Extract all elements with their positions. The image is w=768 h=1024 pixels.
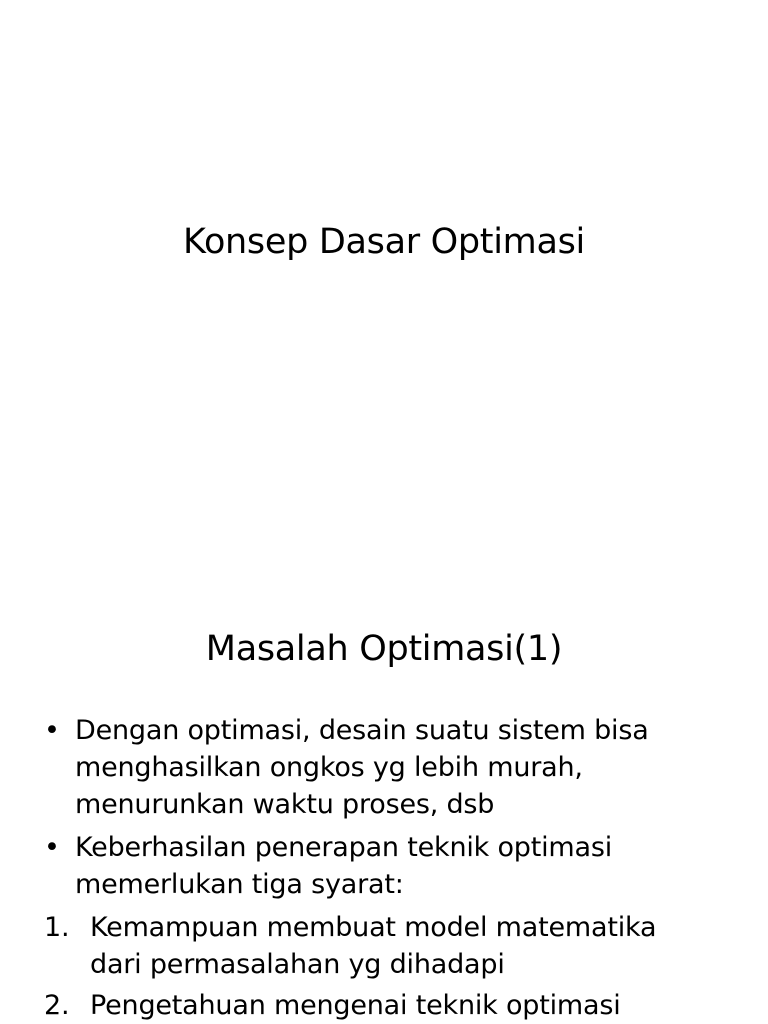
number-marker: 2. <box>44 990 70 1021</box>
numbered-text-line: dari permasalahan yg dihadapi <box>90 949 505 980</box>
slide-body <box>44 712 744 1024</box>
numbered-item <box>44 909 744 983</box>
slide-2 <box>0 576 768 1024</box>
numbered-text-line: Kemampuan membuat model matematika <box>90 912 657 943</box>
bullet-marker: • <box>44 715 60 746</box>
bullet-marker: • <box>44 832 60 863</box>
bullet-item <box>44 712 744 823</box>
numbered-item <box>44 987 744 1024</box>
bullet-text-line: Dengan optimasi, desain suatu sistem bisa <box>75 715 649 746</box>
numbered-text-line: Pengetahuan mengenai teknik optimasi <box>90 990 621 1021</box>
bullet-text-line: menurunkan waktu proses, dsb <box>75 789 495 820</box>
slide-title: Konsep Dasar Optimasi <box>183 222 585 262</box>
slide-title: Masalah Optimasi(1) <box>205 629 563 669</box>
bullet-item <box>44 829 744 903</box>
number-marker: 1. <box>44 912 70 943</box>
bullet-text-line: menghasilkan ongkos yg lebih murah, <box>75 752 583 783</box>
bullet-text-line: Keberhasilan penerapan teknik optimasi <box>75 832 613 863</box>
bullet-text-line: memerlukan tiga syarat: <box>75 869 404 900</box>
